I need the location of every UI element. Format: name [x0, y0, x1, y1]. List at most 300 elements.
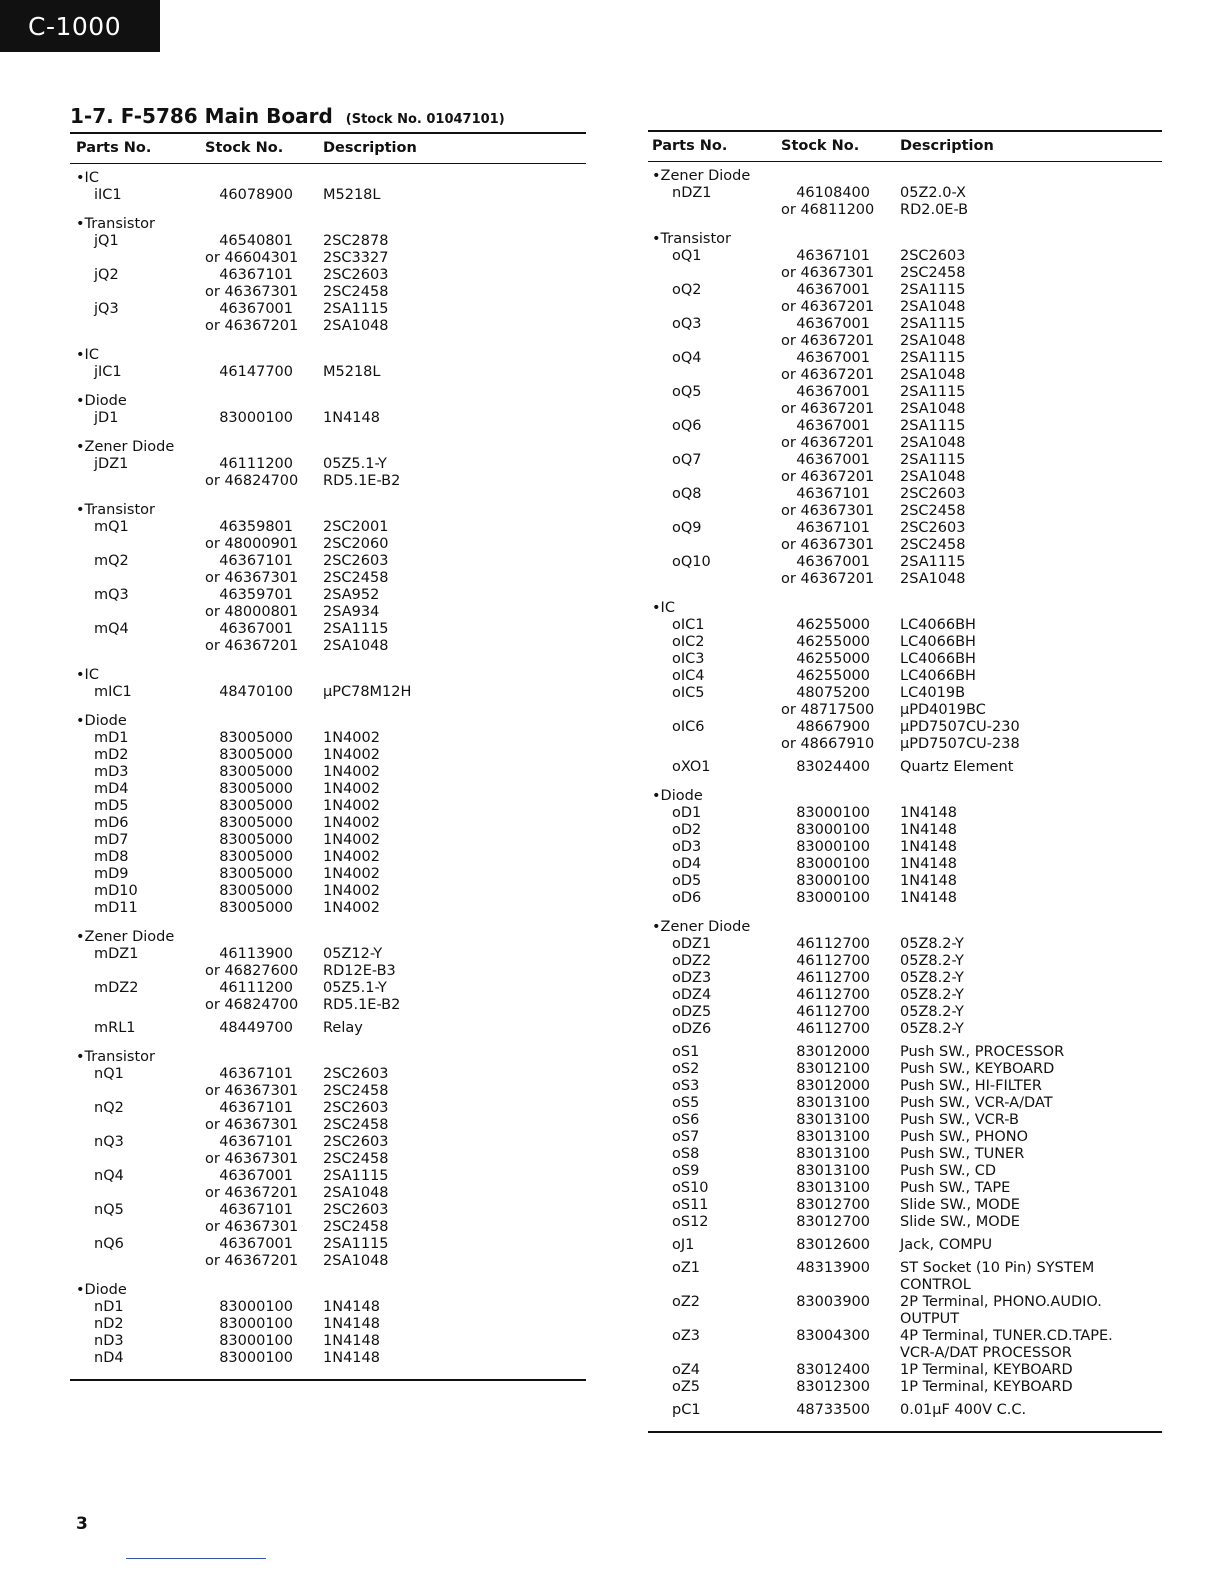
- table-row: [70, 1066, 586, 1083]
- part-entry: [648, 936, 1162, 953]
- table-row: [648, 953, 1162, 970]
- stock-number: 46255000: [796, 634, 870, 650]
- part-number: [70, 318, 205, 335]
- part-number: oD5: [672, 873, 702, 889]
- part-number: nQ5: [94, 1202, 124, 1218]
- part-number: oZ1: [672, 1260, 701, 1276]
- part-entry: [648, 970, 1162, 987]
- part-description: 2SA1115: [900, 316, 966, 332]
- part-number: oDZ5: [672, 1004, 712, 1020]
- part-description: CONTROL: [900, 1277, 971, 1293]
- part-number: oS8: [672, 1146, 700, 1162]
- table-row: [648, 1004, 1162, 1021]
- stock-number: 83012100: [796, 1061, 870, 1077]
- part-description: 2SA934: [323, 604, 380, 620]
- part-description: Push SW., HI-FILTER: [900, 1078, 1042, 1094]
- part-entry: [648, 873, 1162, 890]
- part-entry: [648, 719, 1162, 753]
- stock-number: 83012000: [796, 1044, 870, 1060]
- stock-number: 83003900: [796, 1294, 870, 1310]
- model-name: C-1000: [28, 11, 122, 41]
- table-row: [648, 856, 1162, 873]
- table-row: [70, 730, 586, 747]
- table-row: [648, 316, 1162, 333]
- part-description: 2SA1115: [323, 301, 389, 317]
- part-description: 2SC2603: [900, 486, 966, 502]
- table-row: [70, 587, 586, 604]
- part-number: [648, 299, 781, 316]
- part-description: 05Z8.2-Y: [900, 953, 964, 969]
- stock-number: or 46367201: [205, 318, 299, 334]
- part-number: mD4: [94, 781, 129, 797]
- table-row: [70, 1083, 586, 1100]
- part-description: 1N4002: [323, 781, 380, 797]
- parts-list: [648, 162, 1162, 1433]
- stock-number: or 46367201: [781, 299, 875, 315]
- table-row: [70, 233, 586, 250]
- part-description: 2SA1048: [900, 469, 966, 485]
- part-description: 05Z8.2-Y: [900, 936, 964, 952]
- part-description: 1N4148: [323, 410, 380, 426]
- stock-number: 46111200: [219, 456, 293, 472]
- part-entry: [648, 554, 1162, 588]
- part-entry: [70, 187, 586, 204]
- part-number: [648, 1277, 781, 1294]
- stock-number: [781, 1277, 900, 1294]
- table-row: [70, 1253, 586, 1270]
- stock-number: 48313900: [796, 1260, 870, 1276]
- table-row: [648, 873, 1162, 890]
- stock-number: 48667900: [796, 719, 870, 735]
- part-entry: [70, 1020, 586, 1037]
- part-number: oD4: [672, 856, 702, 872]
- part-group: [648, 168, 1162, 219]
- table-row: [648, 805, 1162, 822]
- table-row: [648, 1197, 1162, 1214]
- table-row: [648, 469, 1162, 486]
- part-entry: [70, 832, 586, 849]
- part-description: 1P Terminal, KEYBOARD: [900, 1362, 1073, 1378]
- stock-number: 46255000: [796, 617, 870, 633]
- part-number: oQ1: [672, 248, 702, 264]
- part-number: mRL1: [94, 1020, 136, 1036]
- part-number: mD2: [94, 747, 129, 763]
- part-entry: [648, 651, 1162, 668]
- table-row: [648, 987, 1162, 1004]
- part-number: mQ2: [94, 553, 129, 569]
- category-heading: •Zener Diode: [652, 168, 751, 184]
- part-entry: [648, 1129, 1162, 1146]
- part-description: μPD4019BC: [900, 702, 986, 718]
- stock-number: 46112700: [796, 953, 870, 969]
- part-description: 2SC2458: [900, 503, 966, 519]
- part-number: [70, 1083, 205, 1100]
- table-row: [70, 187, 586, 204]
- part-description: LC4019B: [900, 685, 966, 701]
- part-description: 1N4148: [900, 873, 957, 889]
- part-number: [648, 401, 781, 418]
- table-row: [70, 250, 586, 267]
- part-description: 1N4148: [323, 1316, 380, 1332]
- stock-number: 46367101: [219, 1100, 293, 1116]
- stock-number: 46112700: [796, 936, 870, 952]
- stock-number: or 46604301: [205, 250, 299, 266]
- part-description: RD5.1E-B2: [323, 473, 401, 489]
- table-row: [70, 1333, 586, 1350]
- table-row: [648, 1129, 1162, 1146]
- part-number: oD6: [672, 890, 702, 906]
- part-group: [70, 1282, 586, 1367]
- part-description: 2SA1048: [900, 299, 966, 315]
- table-row: [70, 849, 586, 866]
- part-entry: [648, 350, 1162, 384]
- part-description: 1N4148: [900, 805, 957, 821]
- part-description: 2SA1048: [323, 1253, 389, 1269]
- part-number: nQ1: [94, 1066, 124, 1082]
- table-row: [70, 1100, 586, 1117]
- table-row: [70, 318, 586, 335]
- part-number: [648, 503, 781, 520]
- part-description: 2SA1048: [323, 638, 389, 654]
- table-row: [648, 1214, 1162, 1231]
- table-row: [70, 747, 586, 764]
- part-description: 2SC2458: [323, 570, 389, 586]
- part-description: 05Z12-Y: [323, 946, 383, 962]
- part-entry: [70, 1168, 586, 1202]
- part-entry: [648, 668, 1162, 685]
- table-row: [648, 1095, 1162, 1112]
- part-description: μPD7507CU-230: [900, 719, 1020, 735]
- table-row: [648, 1163, 1162, 1180]
- part-entry: [70, 456, 586, 490]
- stock-number: or 46824700: [205, 997, 299, 1013]
- part-number: mQ4: [94, 621, 129, 637]
- stock-number: or 48000901: [205, 536, 299, 552]
- table-row: [648, 736, 1162, 753]
- part-description: Relay: [323, 1020, 363, 1036]
- part-number: oZ3: [672, 1328, 701, 1344]
- part-entry: [648, 1095, 1162, 1112]
- table-row: [70, 900, 586, 917]
- part-description: OUTPUT: [900, 1311, 960, 1327]
- header-parts-no: Parts No.: [652, 138, 728, 154]
- part-description: 2SA1048: [900, 333, 966, 349]
- part-number: jIC1: [94, 364, 122, 380]
- part-entry: [70, 684, 586, 701]
- part-entry: [70, 1134, 586, 1168]
- part-number: oS2: [672, 1061, 700, 1077]
- part-description: 1N4148: [323, 1299, 380, 1315]
- part-description: 2SC2603: [323, 267, 389, 283]
- parts-table-left: [70, 132, 586, 1381]
- part-description: 1N4002: [323, 832, 380, 848]
- part-entry: [70, 866, 586, 883]
- part-number: oIC2: [672, 634, 705, 650]
- stock-number: 83000100: [796, 856, 870, 872]
- part-group: [70, 502, 586, 655]
- stock-number: 46540801: [219, 233, 293, 249]
- table-row: [648, 248, 1162, 265]
- category-heading: •Zener Diode: [76, 439, 175, 455]
- category-heading: •Diode: [76, 713, 127, 729]
- part-group: [70, 1049, 586, 1270]
- part-number: mIC1: [94, 684, 132, 700]
- stock-number: 46367001: [796, 384, 870, 400]
- table-row: [648, 350, 1162, 367]
- stock-number: or 46367201: [781, 401, 875, 417]
- stock-number: or 46811200: [781, 202, 875, 218]
- stock-number: 46111200: [219, 980, 293, 996]
- table-row: [70, 364, 586, 381]
- part-group: [648, 231, 1162, 588]
- part-description: Push SW., CD: [900, 1163, 997, 1179]
- part-number: mD8: [94, 849, 129, 865]
- table-row: [70, 798, 586, 815]
- table-row: [648, 418, 1162, 435]
- part-number: oIC6: [672, 719, 705, 735]
- part-description: 2SC2603: [323, 1202, 389, 1218]
- part-description: 2SA1115: [900, 350, 966, 366]
- table-row: [648, 185, 1162, 202]
- part-entry: [70, 364, 586, 381]
- part-description: 2SA1115: [900, 384, 966, 400]
- table-row: [648, 890, 1162, 907]
- part-number: jQ1: [94, 233, 119, 249]
- part-number: jQ2: [94, 267, 119, 283]
- stock-number: 83012700: [796, 1214, 870, 1230]
- part-number: oXO1: [672, 759, 711, 775]
- table-row: [70, 1117, 586, 1134]
- part-number: oJ1: [672, 1237, 695, 1253]
- part-description: Push SW., TUNER: [900, 1146, 1025, 1162]
- part-description: 2SC2458: [323, 1219, 389, 1235]
- stock-number: 46113900: [219, 946, 293, 962]
- part-number: [70, 1117, 205, 1134]
- part-description: 2SC2458: [900, 265, 966, 281]
- table-row: [648, 1237, 1162, 1254]
- part-description: 2SC3327: [323, 250, 389, 266]
- part-description: 1N4002: [323, 883, 380, 899]
- table-row: [648, 282, 1162, 299]
- part-description: Push SW., VCR-A/DAT: [900, 1095, 1053, 1111]
- part-description: 1N4148: [900, 856, 957, 872]
- stock-number: or 46367201: [781, 435, 875, 451]
- part-description: 2SA1048: [323, 1185, 389, 1201]
- table-row: [70, 684, 586, 701]
- part-description: 05Z5.1-Y: [323, 456, 387, 472]
- part-number: oS12: [672, 1214, 709, 1230]
- part-description: Push SW., KEYBOARD: [900, 1061, 1055, 1077]
- table-row: [70, 997, 586, 1014]
- stock-number: 46367001: [219, 1168, 293, 1184]
- part-number: mD11: [94, 900, 138, 916]
- part-entry: [648, 520, 1162, 554]
- part-description: 2SC2458: [323, 1083, 389, 1099]
- part-number: oDZ2: [672, 953, 712, 969]
- stock-number: 46367001: [219, 621, 293, 637]
- part-number: [648, 265, 781, 282]
- part-number: oS3: [672, 1078, 700, 1094]
- part-number: [70, 1253, 205, 1270]
- part-number: oQ4: [672, 350, 702, 366]
- stock-number: or 46367201: [205, 638, 299, 654]
- part-entry: [70, 980, 586, 1014]
- part-number: oS6: [672, 1112, 700, 1128]
- table-row: [648, 571, 1162, 588]
- part-number: oS11: [672, 1197, 709, 1213]
- table-row: [648, 1021, 1162, 1038]
- stock-number: 46367101: [219, 553, 293, 569]
- stock-number: or 46367301: [781, 537, 875, 553]
- part-entry: [648, 316, 1162, 350]
- part-entry: [70, 553, 586, 587]
- part-number: [70, 473, 205, 490]
- table-row: [648, 651, 1162, 668]
- table-row: [648, 634, 1162, 651]
- stock-number: or 46367301: [205, 1219, 299, 1235]
- part-number: oS5: [672, 1095, 700, 1111]
- part-entry: [648, 1163, 1162, 1180]
- stock-number: 46255000: [796, 651, 870, 667]
- stock-number: 83000100: [219, 1299, 293, 1315]
- stock-number: 83013100: [796, 1146, 870, 1162]
- part-description: Slide SW., MODE: [900, 1197, 1020, 1213]
- part-description: Push SW., PHONO: [900, 1129, 1029, 1145]
- part-entry: [648, 248, 1162, 282]
- table-row: [648, 537, 1162, 554]
- parts-list: [70, 164, 586, 1381]
- part-number: oZ4: [672, 1362, 701, 1378]
- part-number: nQ6: [94, 1236, 124, 1252]
- stock-number: or 46367301: [205, 1117, 299, 1133]
- part-description: 2SC2060: [323, 536, 389, 552]
- stock-number: 83013100: [796, 1129, 870, 1145]
- part-description: 2SC2603: [900, 520, 966, 536]
- part-entry: [648, 805, 1162, 822]
- part-description: LC4066BH: [900, 651, 976, 667]
- table-row: [648, 1294, 1162, 1311]
- part-number: nD2: [94, 1316, 124, 1332]
- part-number: jQ3: [94, 301, 119, 317]
- stock-number: 83005000: [219, 815, 293, 831]
- part-description: Jack, COMPU: [900, 1237, 993, 1253]
- part-description: 1N4002: [323, 764, 380, 780]
- part-description: M5218L: [323, 364, 381, 380]
- part-description: 1P Terminal, KEYBOARD: [900, 1379, 1073, 1395]
- part-description: 2SA1115: [900, 452, 966, 468]
- stock-number: 83024400: [796, 759, 870, 775]
- section-title-text: 1-7. F-5786 Main Board: [70, 104, 333, 128]
- stock-number: 46367001: [796, 316, 870, 332]
- part-description: 2SA1048: [900, 571, 966, 587]
- part-entry: [70, 1350, 586, 1367]
- part-number: oD1: [672, 805, 702, 821]
- part-description: 2P Terminal, PHONO.AUDIO.: [900, 1294, 1102, 1310]
- stock-number: or 46824700: [205, 473, 299, 489]
- part-description: 2SA1048: [323, 318, 389, 334]
- table-header: [648, 130, 1162, 162]
- stock-number: 46078900: [219, 187, 293, 203]
- part-description: 2SC2458: [323, 1151, 389, 1167]
- part-number: oS7: [672, 1129, 700, 1145]
- part-number: [70, 638, 205, 655]
- part-entry: [70, 587, 586, 621]
- part-entry: [70, 1100, 586, 1134]
- part-number: oQ10: [672, 554, 711, 570]
- stock-number: or 48667910: [781, 736, 875, 752]
- stock-number: 83004300: [796, 1328, 870, 1344]
- part-entry: [648, 759, 1162, 776]
- part-description: 2SA1048: [900, 367, 966, 383]
- category-heading: •IC: [652, 600, 675, 616]
- stock-number: 48449700: [219, 1020, 293, 1036]
- part-description: 2SA1048: [900, 435, 966, 451]
- section-title: [70, 104, 505, 128]
- header-stock-no: Stock No.: [781, 138, 860, 154]
- part-entry: [70, 1333, 586, 1350]
- part-entry: [648, 822, 1162, 839]
- part-entry: [648, 1197, 1162, 1214]
- part-entry: [648, 384, 1162, 418]
- stock-number: or 46827600: [205, 963, 299, 979]
- part-number: oQ8: [672, 486, 702, 502]
- table-row: [70, 553, 586, 570]
- part-description: 4P Terminal, TUNER.CD.TAPE.: [900, 1328, 1113, 1344]
- part-entry: [648, 1402, 1162, 1419]
- table-row: [648, 685, 1162, 702]
- part-number: oDZ6: [672, 1021, 712, 1037]
- part-entry: [70, 233, 586, 267]
- part-number: [648, 1311, 781, 1328]
- header-stock-no: Stock No.: [205, 140, 284, 156]
- stock-number: 83000100: [796, 873, 870, 889]
- table-row: [648, 1061, 1162, 1078]
- part-number: oS10: [672, 1180, 709, 1196]
- part-entry: [70, 900, 586, 917]
- part-number: [70, 570, 205, 587]
- stock-number: or 46367301: [205, 1151, 299, 1167]
- table-row: [70, 980, 586, 997]
- table-row: [70, 1219, 586, 1236]
- stock-number: 83013100: [796, 1095, 870, 1111]
- table-row: [648, 1362, 1162, 1379]
- part-number: [70, 536, 205, 553]
- part-number: mD3: [94, 764, 129, 780]
- part-entry: [70, 1299, 586, 1316]
- part-description: 2SA1115: [323, 621, 389, 637]
- model-badge: [0, 0, 160, 52]
- part-number: mD7: [94, 832, 129, 848]
- table-row: [648, 1311, 1162, 1328]
- part-description: 05Z8.2-Y: [900, 1021, 964, 1037]
- table-row: [648, 1180, 1162, 1197]
- table-row: [70, 1316, 586, 1333]
- part-number: oQ6: [672, 418, 702, 434]
- stock-number: 46367101: [796, 520, 870, 536]
- stock-number: or 46367201: [781, 571, 875, 587]
- part-description: LC4066BH: [900, 617, 976, 633]
- table-row: [648, 1146, 1162, 1163]
- part-description: 1N4148: [323, 1333, 380, 1349]
- part-entry: [648, 1061, 1162, 1078]
- part-entry: [70, 621, 586, 655]
- table-row: [70, 301, 586, 318]
- category-heading: •IC: [76, 170, 99, 186]
- stock-number: 83005000: [219, 781, 293, 797]
- stock-number: 83000100: [796, 822, 870, 838]
- part-entry: [70, 946, 586, 980]
- part-entry: [70, 301, 586, 335]
